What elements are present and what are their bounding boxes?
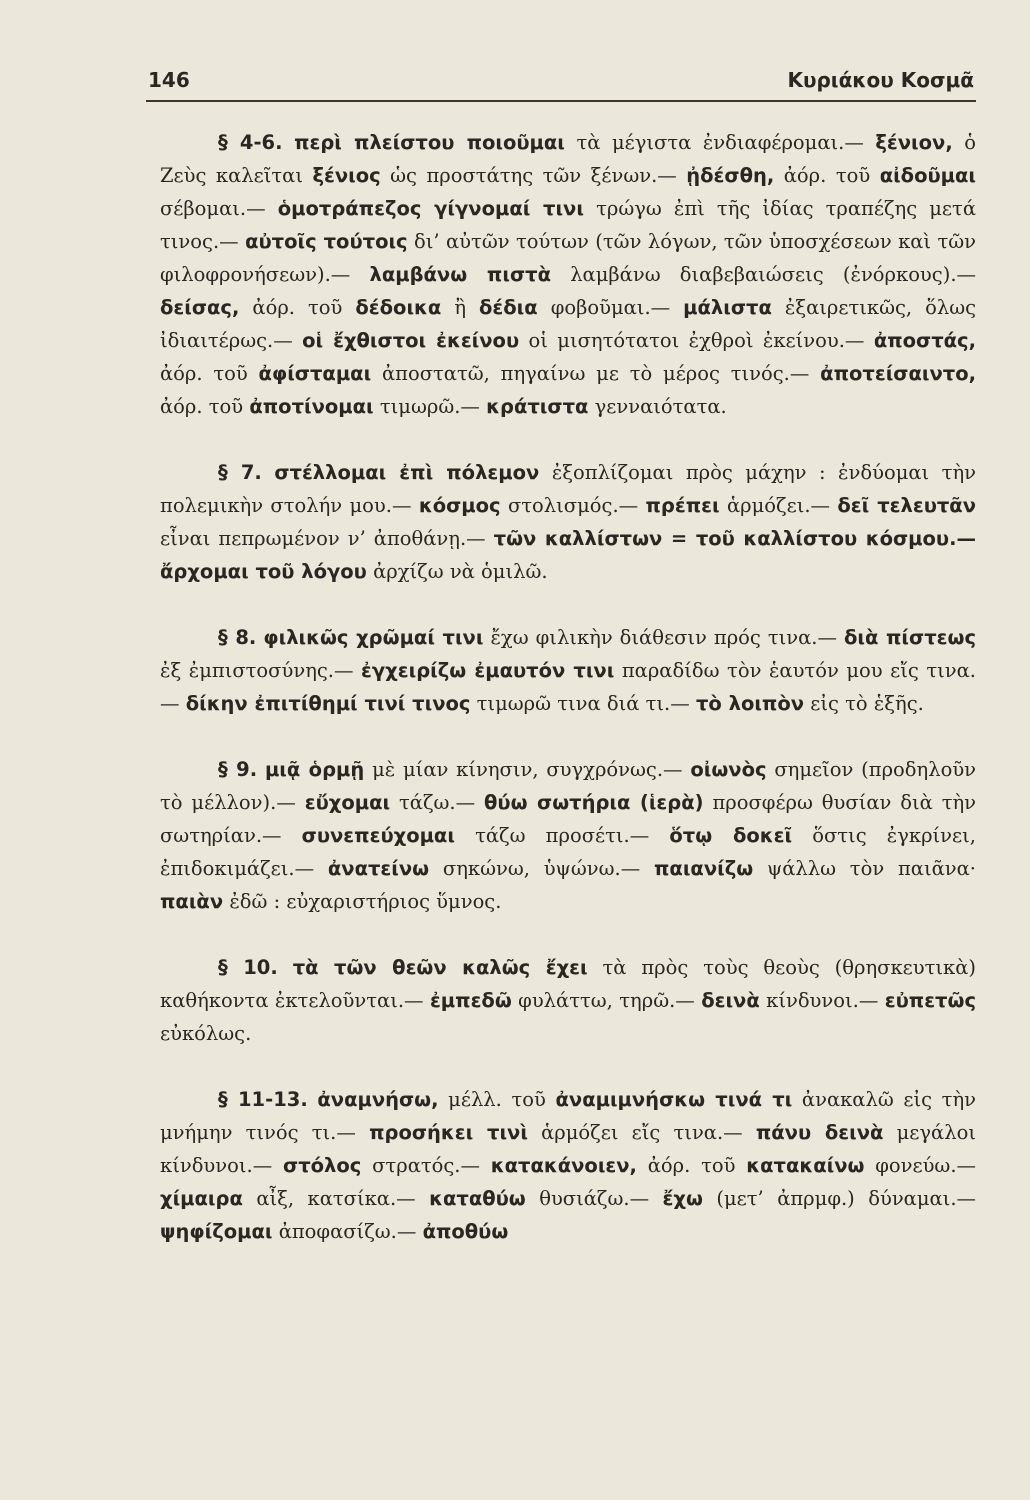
- headword: ἐγχειρίζω ἐμαυτόν τινι: [361, 659, 615, 682]
- gloss: ἀόρ. τοῦ: [783, 164, 871, 187]
- page-number: 146: [148, 68, 190, 92]
- gloss: τὰ πρὸς τοὺς θεοὺς (θρησκευτικὰ) καθήκοντα ἐκτελοῦνται.—: [160, 956, 976, 1012]
- gloss: ἀόρ. τοῦ: [252, 296, 343, 319]
- headword: καταθύω: [429, 1187, 526, 1210]
- glossary-paragraph: [160, 456, 976, 588]
- headword: τὰ τῶν θεῶν καλῶς ἔχει: [292, 956, 588, 979]
- headword: ἀποθύω: [422, 1220, 509, 1243]
- gloss: ὅστις ἐγκρίνει, ἐπιδοκιμάζει.—: [160, 824, 976, 880]
- gloss: τὰ μέγιστα ἐνδιαφέρομαι.—: [576, 131, 864, 154]
- headword: μιᾷ ὁρμῇ: [264, 758, 365, 781]
- gloss: ἐξοπλίζομαι πρὸς μάχην : ἐνδύομαι τὴν πολεμικὴν στολήν μου.—: [160, 461, 977, 517]
- headword: μάλιστα: [683, 296, 772, 319]
- headword: ὅτῳ δοκεῖ: [669, 824, 793, 847]
- gloss: ἁρμόζει.—: [726, 494, 831, 517]
- glossary-paragraph: [160, 621, 976, 720]
- glossary-body: [160, 126, 976, 1281]
- headword: δεινὰ: [701, 989, 760, 1012]
- gloss: ἢ: [454, 296, 467, 319]
- headword: θύω σωτήρια (ἱερὰ): [484, 791, 704, 814]
- glossary-paragraph: [160, 951, 976, 1050]
- gloss: μεγάλοι κίνδυνοι.—: [160, 1121, 976, 1177]
- section-number: § 11-13.: [218, 1088, 308, 1111]
- headword: ξένιον,: [875, 131, 953, 154]
- gloss: σημεῖον (προδηλοῦν τὸ μέλλον).—: [160, 758, 977, 814]
- gloss: τιμωρῶ.—: [379, 395, 480, 418]
- gloss: τάζω προσέτι.—: [475, 824, 650, 847]
- gloss: (μετ’ ἀπρμφ.) δύναμαι.—: [716, 1187, 977, 1210]
- headword: αὐτοῖς τούτοις: [245, 230, 408, 253]
- gloss: ἀποστατῶ, πηγαίνω με τὸ μέρος τινός.—: [381, 362, 810, 385]
- gloss: εἶναι πεπρωμένον ν’ ἀποθάνῃ.—: [160, 527, 486, 550]
- headword: εὐπετῶς: [884, 989, 977, 1012]
- gloss: ἀόρ. τοῦ: [160, 395, 244, 418]
- gloss: αἶξ, κατσίκα.—: [256, 1187, 416, 1210]
- gloss: ἐξαιρετικῶς, ὅλως ἰδιαιτέρως.—: [160, 296, 977, 352]
- headword: συνεπεύχομαι: [301, 824, 455, 847]
- gloss: ψάλλω τὸν παιᾶνα·: [766, 857, 976, 880]
- headword: ἀποτίνομαι: [249, 395, 374, 418]
- page-header: [148, 68, 974, 92]
- headword: δεῖ τελευτᾶν: [837, 494, 976, 517]
- gloss: στολισμός.—: [507, 494, 639, 517]
- gloss: ἐδῶ : εὐχαριστήριος ὕμνος.: [229, 890, 502, 913]
- glossary-paragraph: [160, 126, 976, 423]
- gloss: φοβοῦμαι.—: [550, 296, 671, 319]
- headword: ἀναμιμνήσκω τινά τι: [555, 1088, 793, 1111]
- headword: ξένιος: [312, 164, 381, 187]
- headword: στόλος: [283, 1154, 362, 1177]
- section-number: § 10.: [218, 956, 278, 979]
- headword: λαμβάνω πιστὰ: [369, 263, 551, 286]
- headword: διὰ πίστεως: [844, 626, 977, 649]
- headword: δέδοικα: [355, 296, 442, 319]
- headword: περὶ πλείστου ποιοῦμαι: [294, 131, 565, 154]
- gloss: ἀόρ. τοῦ: [647, 1154, 736, 1177]
- gloss: ἔχω φιλικὴν διάθεσιν πρός τινα.—: [490, 626, 837, 649]
- gloss: ἀνακαλῶ εἰς τὴν μνήμην τινός τι.—: [160, 1088, 976, 1144]
- gloss: ἀόρ. τοῦ: [160, 362, 248, 385]
- headword: παιανίζω: [654, 857, 754, 880]
- gloss: παραδίδω τὸν ἑαυτόν μου εἴς τινα.—: [160, 659, 977, 715]
- gloss: οἱ μισητότατοι ἐχθροὶ ἐκείνου.—: [528, 329, 865, 352]
- gloss: προσφέρω θυσίαν διὰ τὴν σωτηρίαν.—: [160, 791, 977, 847]
- headword: δέδια: [479, 296, 538, 319]
- headword: εὔχομαι: [304, 791, 391, 814]
- gloss: ὁ Ζεὺς καλεῖται: [160, 131, 977, 187]
- headword: χίμαιρα: [160, 1187, 243, 1210]
- gloss: σηκώνω, ὑψώνω.—: [442, 857, 641, 880]
- headword: ἔχω: [662, 1187, 703, 1210]
- headword: φιλικῶς χρῶμαί τινι: [263, 626, 484, 649]
- glossary-paragraph: [160, 1083, 976, 1248]
- headword: κατακάνοιεν,: [490, 1154, 637, 1177]
- headword: πρέπει: [645, 494, 720, 517]
- headword: τῶν καλλίστων = τοῦ καλλίστου κόσμου.—: [493, 527, 976, 550]
- gloss: τρώγω ἐπὶ τῆς ἰδίας τραπέζης μετά τινος.—: [160, 197, 976, 253]
- headword: κράτιστα: [486, 395, 589, 418]
- headword: ἀποτείσαιντο,: [820, 362, 977, 385]
- headword: ἀφίσταμαι: [258, 362, 372, 385]
- gloss: εὐκόλως.: [160, 1022, 252, 1045]
- headword: δείσας,: [160, 296, 240, 319]
- headword: οἱ ἔχθιστοι ἐκείνου: [302, 329, 520, 352]
- gloss: εἰς τὸ ἑξῆς.: [810, 692, 924, 715]
- glossary-paragraph: [160, 753, 976, 918]
- headword: ψηφίζομαι: [160, 1220, 273, 1243]
- headword: οἰωνὸς: [690, 758, 767, 781]
- headword: κόσμος: [418, 494, 501, 517]
- gloss: μέλλ. τοῦ: [448, 1088, 546, 1111]
- section-number: § 9.: [218, 758, 258, 781]
- section-number: § 8.: [218, 626, 257, 649]
- gloss: κίνδυνοι.—: [766, 989, 879, 1012]
- gloss: σέβομαι.—: [160, 197, 266, 220]
- gloss: ὡς προστάτης τῶν ξένων.—: [390, 164, 677, 187]
- gloss: ἁρμόζει εἴς τινα.—: [541, 1121, 743, 1144]
- gloss: φυλάττω, τηρῶ.—: [518, 989, 695, 1012]
- headword: πάνυ δεινὰ: [755, 1121, 884, 1144]
- headword: παιὰν: [160, 890, 224, 913]
- headword: ὁμοτράπεζος γίγνομαί τινι: [277, 197, 584, 220]
- gloss: λαμβάνω διαβεβαιώσεις (ἐνόρκους).—: [570, 263, 977, 286]
- headword: κατακαίνω: [746, 1154, 865, 1177]
- running-title: Κυριάκου Κοσμᾶ: [787, 68, 974, 92]
- gloss: θυσιάζω.—: [539, 1187, 650, 1210]
- gloss: ἀποφασίζω.—: [278, 1220, 417, 1243]
- gloss: στρατός.—: [372, 1154, 481, 1177]
- gloss: τιμωρῶ τινα διά τι.—: [476, 692, 690, 715]
- gloss: μὲ μίαν κίνησιν, συγχρόνως.—: [372, 758, 683, 781]
- headword: ἐμπεδῶ: [429, 989, 512, 1012]
- gloss: τάζω.—: [398, 791, 476, 814]
- headword: προσήκει τινὶ: [369, 1121, 528, 1144]
- headword: ἀναμνήσω,: [317, 1088, 439, 1111]
- gloss: φονεύω.—: [875, 1154, 977, 1177]
- gloss: δι’ αὐτῶν τούτων (τῶν λόγων, τῶν ὑποσχέσεων καὶ τῶν φιλοφρονήσεων).—: [160, 230, 977, 286]
- headword: δίκην ἐπιτίθημί τινί τινος: [185, 692, 471, 715]
- headword: ἀνατείνω: [327, 857, 430, 880]
- gloss: ἀρχίζω νὰ ὁμιλῶ.: [373, 560, 548, 583]
- header-rule: [146, 100, 976, 102]
- headword: ἀποστάς,: [873, 329, 977, 352]
- gloss: ἐξ ἐμπιστοσύνης.—: [160, 659, 354, 682]
- headword: αἰδοῦμαι: [879, 164, 976, 187]
- headword: ᾐδέσθη,: [686, 164, 775, 187]
- headword: τὸ λοιπὸν: [695, 692, 805, 715]
- headword: στέλλομαι ἐπὶ πόλεμον: [274, 461, 540, 484]
- section-number: § 7.: [218, 461, 262, 484]
- headword: ἄρχομαι τοῦ λόγου: [160, 560, 367, 583]
- gloss: γενναιότατα.: [594, 395, 727, 418]
- section-number: § 4-6.: [218, 131, 283, 154]
